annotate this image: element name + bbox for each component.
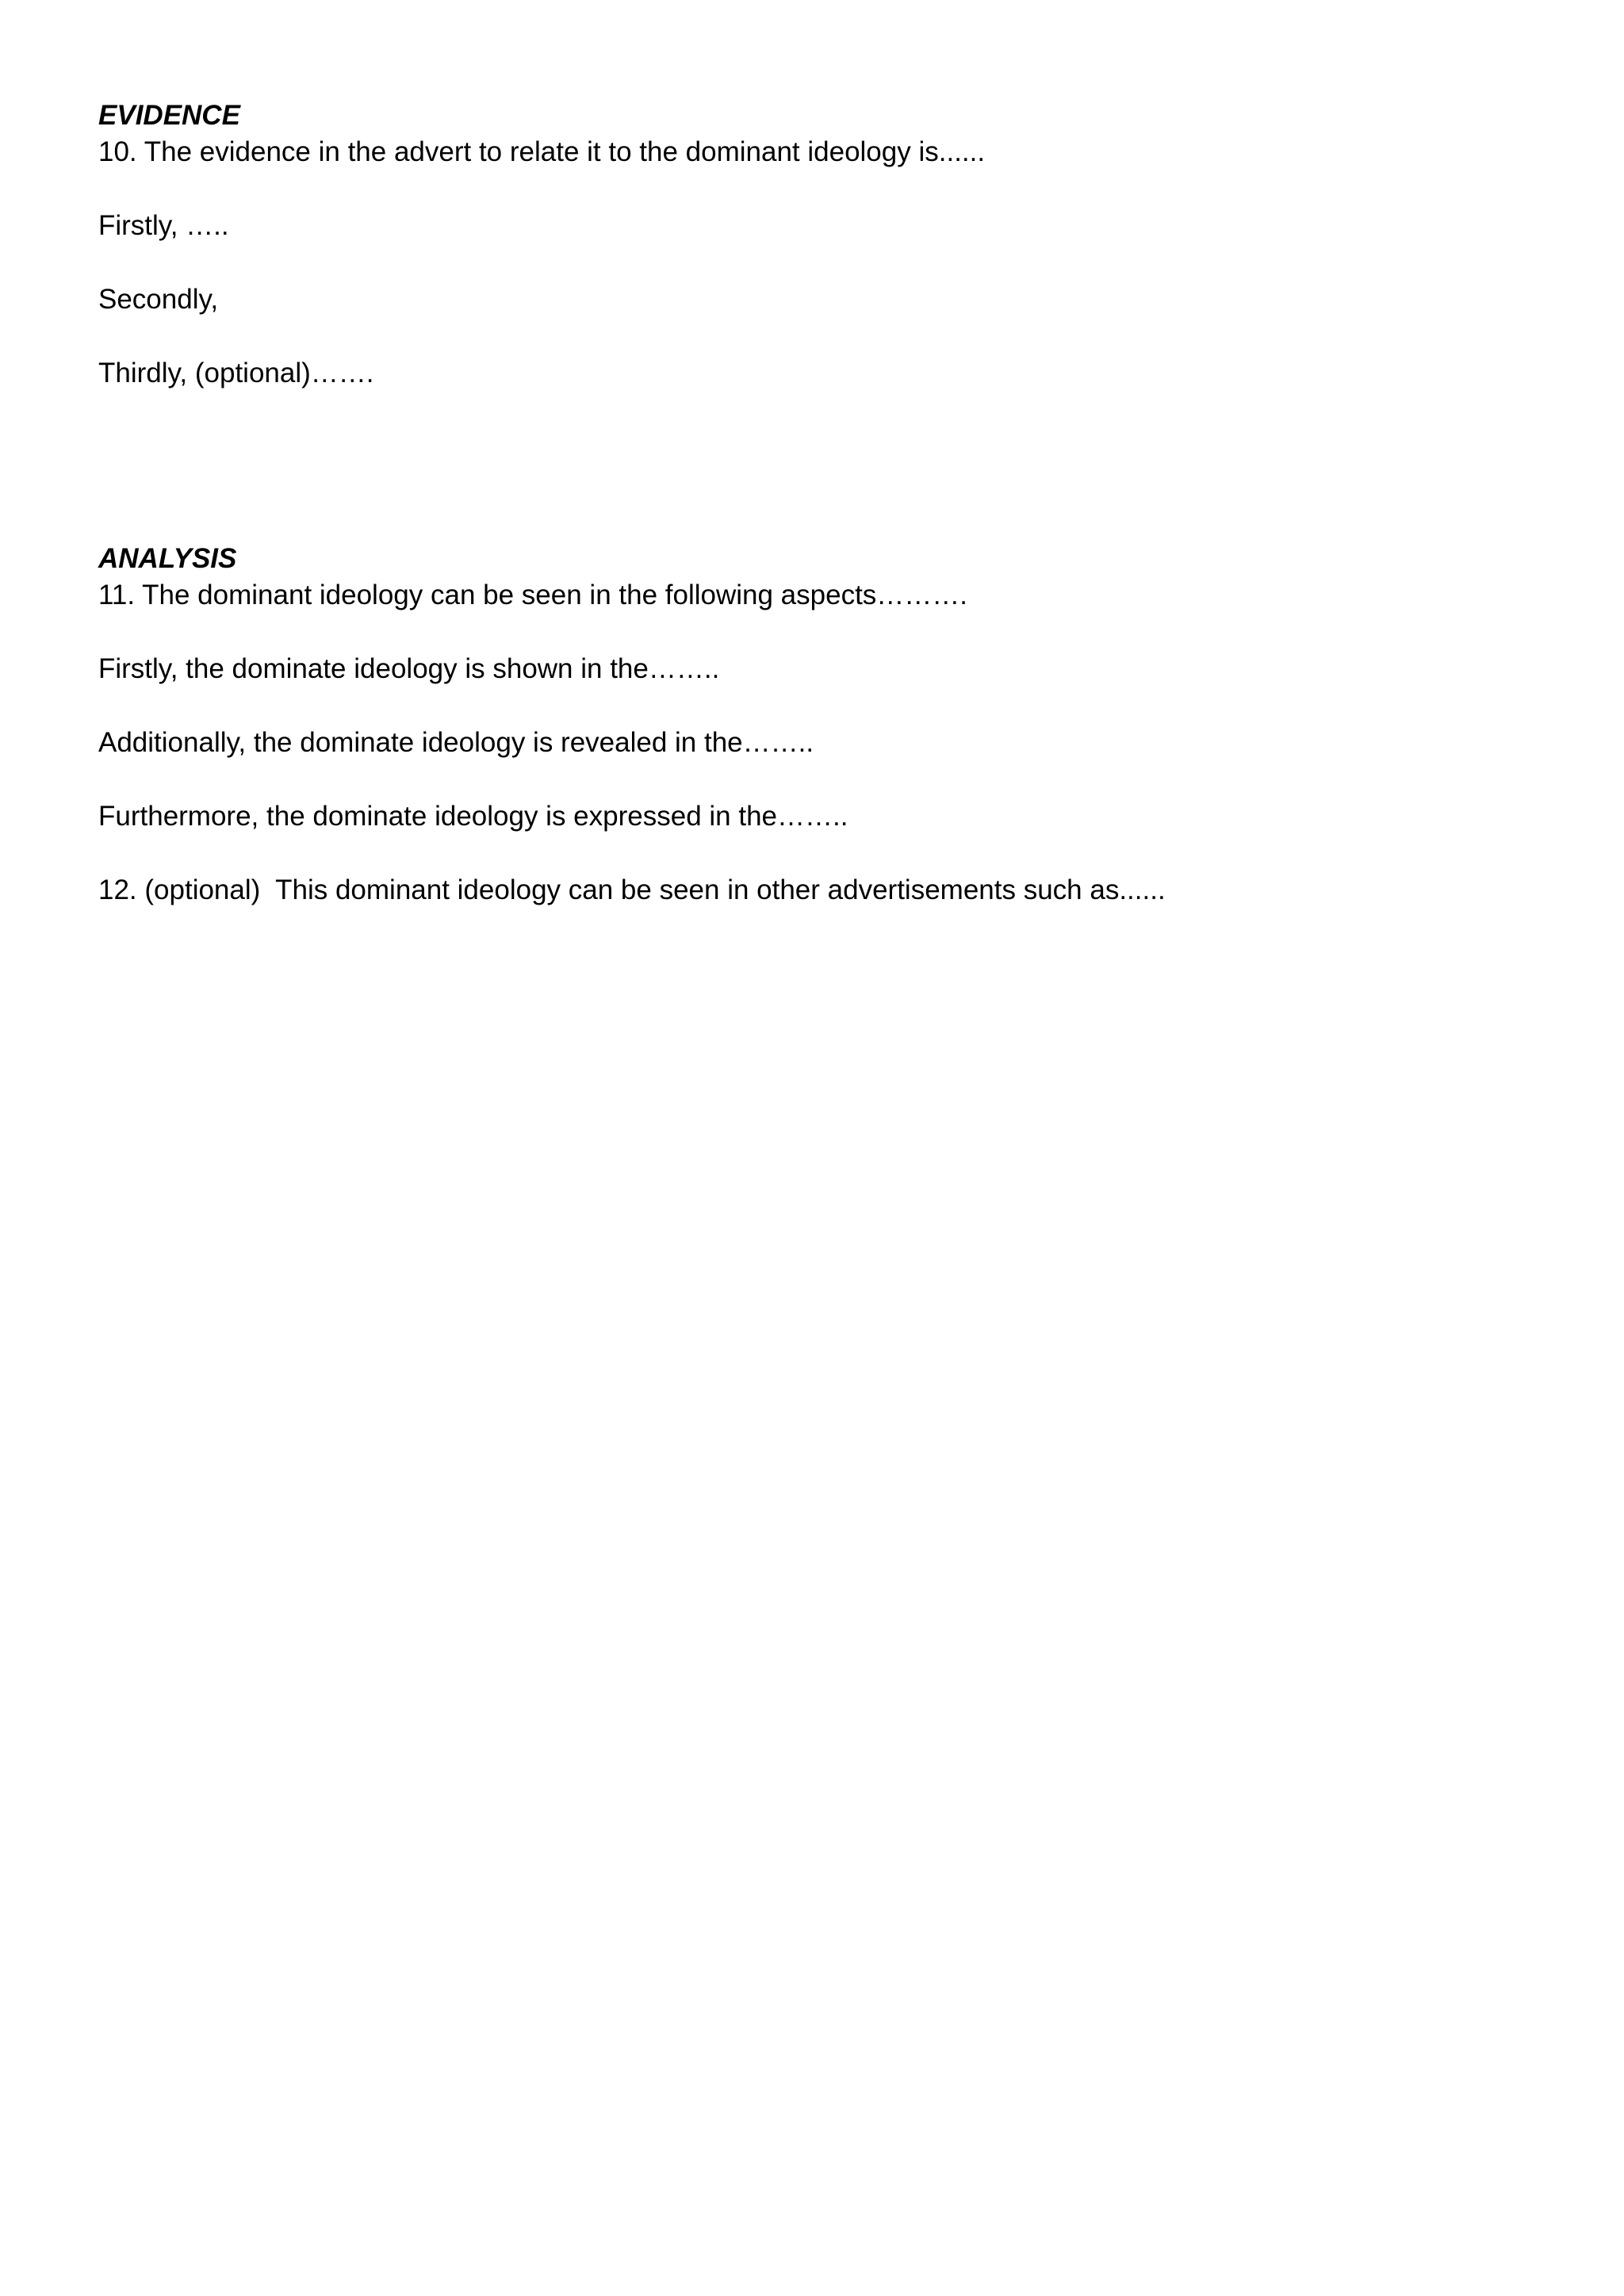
analysis-question: 11. The dominant ideology can be seen in the following aspects……….	[98, 580, 968, 610]
evidence-heading: EVIDENCE	[98, 100, 240, 131]
analysis-line-firstly: Firstly, the dominate ideology is shown in the……..	[98, 653, 720, 684]
evidence-question: 10. The evidence in the advert to relate it to the dominant ideology is......	[98, 136, 986, 167]
evidence-line-thirdly: Thirdly, (optional)…….	[98, 358, 374, 388]
analysis-line-additionally: Additionally, the dominate ideology is revealed in the……..	[98, 727, 814, 758]
analysis-heading: ANALYSIS	[98, 543, 237, 574]
evidence-line-secondly: Secondly,	[98, 284, 219, 315]
evidence-line-firstly: Firstly, …..	[98, 210, 229, 241]
analysis-question-12: 12. (optional) This dominant ideology can be seen in other advertisements such as......	[98, 874, 1166, 905]
analysis-line-furthermore: Furthermore, the dominate ideology is expressed in the……..	[98, 801, 848, 832]
